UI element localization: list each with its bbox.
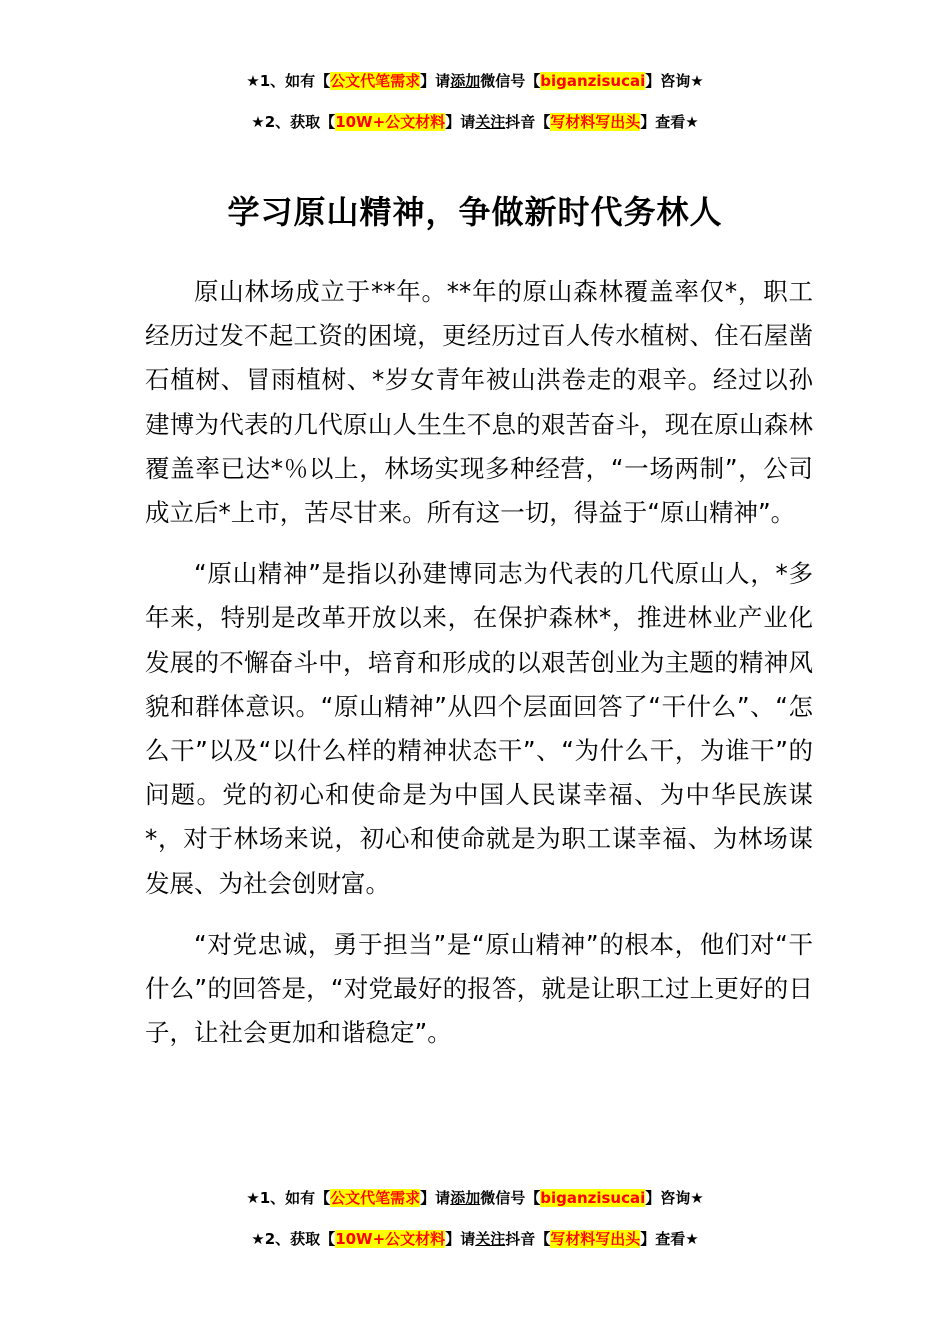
banner-text: 抖音【: [505, 1230, 551, 1248]
paragraph-1: 原山林场成立于**年。**年的原山森林覆盖率仅*，职工经历过发不起工资的困境，更经历过百人传水植树、住石屋凿石植树、冒雨植树、*岁女青年被山洪卷走的艰辛。经过以孙建博为代表的几代原山人生生不息的艰苦奋斗，现在原山森林覆盖率已达*％以上，林场实现多种经营，“一场两制”，公司成立后*上市，苦尽甘来。所有这一切，得益于“原山精神”。: [145, 277, 813, 528]
banner-highlight-materials: 10W+公文材料: [335, 1230, 446, 1248]
banner-suffix: 】查看★: [640, 1230, 699, 1248]
banner-underline-text: 关注: [475, 1230, 506, 1248]
document-title: 学习原山精神，争做新时代务林人: [227, 193, 723, 231]
banner-highlight-wechat-id: biganzisucai: [540, 72, 646, 90]
banner-prefix: ★1、如有【: [246, 72, 331, 90]
banner-highlight-account: 写材料写出头: [550, 113, 641, 131]
paragraph-3: “对党忠诚，勇于担当”是“原山精神”的根本，他们对“干什么”的回答是，“对党最好的报答，就是让职工过上更好的日子，让社会更加和谐稳定”。: [145, 929, 813, 1048]
banner-highlight-account: 写材料写出头: [550, 1230, 641, 1248]
banner-text: 】请: [445, 113, 476, 131]
banner-text: 】请: [420, 72, 451, 90]
banner-underline-text: 添加: [450, 1189, 481, 1207]
banner-suffix: 】咨询★: [645, 72, 704, 90]
banner-prefix: ★2、获取【: [251, 1230, 336, 1248]
banner-highlight-service: 公文代笔需求: [330, 72, 421, 90]
banner-underline-text: 关注: [475, 113, 506, 131]
banner-text: 】请: [445, 1230, 476, 1248]
banner-top-line-2: [0, 111, 950, 133]
banner-highlight-service: 公文代笔需求: [330, 1189, 421, 1207]
banner-text: 抖音【: [505, 113, 551, 131]
document-body: [145, 270, 813, 1072]
banner-text: 微信号【: [480, 1189, 541, 1207]
banner-text: 】请: [420, 1189, 451, 1207]
paragraph-2: “原山精神”是指以孙建博同志为代表的几代原山人，*多年来，特别是改革开放以来，在保护森林*，推进林业产业化发展的不懈奋斗中，培育和形成的以艰苦创业为主题的精神风貌和群体意识。“原山精神”从四个层面回答了“干什么”、“怎么干”以及“以什么样的精神状态干”、“为什么干，为谁干”的问题。党的初心和使命是为中国人民谋幸福、为中华民族谋*，对于林场来说，初心和使命就是为职工谋幸福、为林场谋发展、为社会创财富。: [145, 559, 813, 898]
banner-highlight-wechat-id: biganzisucai: [540, 1189, 646, 1207]
banner-suffix: 】咨询★: [645, 1189, 704, 1207]
banner-text: 微信号【: [480, 72, 541, 90]
banner-prefix: ★1、如有【: [246, 1189, 331, 1207]
banner-highlight-materials: 10W+公文材料: [335, 113, 446, 131]
banner-prefix: ★2、获取【: [251, 113, 336, 131]
banner-suffix: 】查看★: [640, 113, 699, 131]
banner-bottom-line-2: [0, 1228, 950, 1250]
banner-underline-text: 添加: [450, 72, 481, 90]
banner-top-line-1: [0, 70, 950, 92]
banner-bottom-line-1: [0, 1187, 950, 1209]
